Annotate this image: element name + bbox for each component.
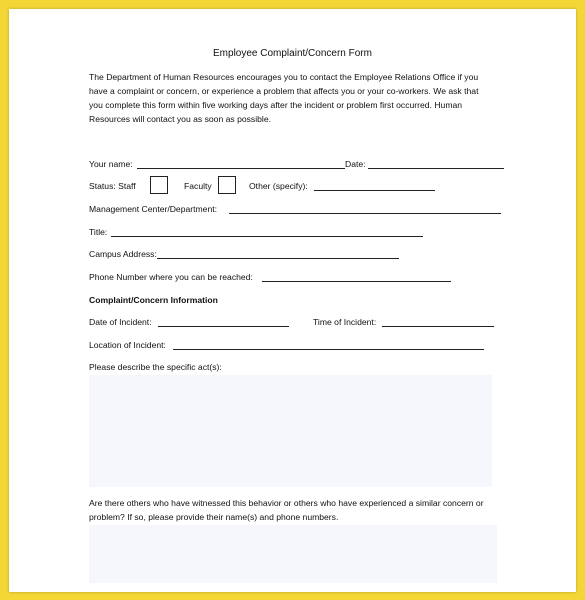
intro-line: have a complaint or concern, or experience a problem that affects you or your co-workers. We ask that [89, 86, 479, 96]
describe-acts-label: Please describe the specific act(s): [89, 362, 222, 372]
witness-question-line: problem? If so, please provide their name(s) and phone numbers. [89, 512, 339, 522]
intro-line: The Department of Human Resources encourages you to contact the Employee Relations Office if you [89, 72, 479, 82]
phone-label: Phone Number where you can be reached: [89, 272, 253, 282]
complaint-section-heading: Complaint/Concern Information [89, 295, 218, 305]
location-of-incident-field[interactable] [173, 349, 484, 350]
management-center-field[interactable] [229, 213, 501, 214]
date-of-incident-label: Date of Incident: [89, 317, 152, 327]
date-label: Date: [345, 159, 366, 169]
faculty-checkbox[interactable] [218, 176, 236, 194]
intro-paragraph [89, 70, 509, 126]
management-center-label: Management Center/Department: [89, 204, 218, 214]
campus-address-label: Campus Address: [89, 249, 157, 259]
other-specify-field[interactable] [314, 190, 435, 191]
your-name-field[interactable] [137, 168, 345, 169]
phone-field[interactable] [262, 281, 451, 282]
witness-names-textarea[interactable] [89, 525, 497, 583]
faculty-label: Faculty [184, 181, 212, 191]
form-title: Employee Complaint/Concern Form [213, 48, 372, 59]
location-of-incident-label: Location of Incident: [89, 340, 166, 350]
intro-line: Resources will contact you as soon as possible. [89, 114, 271, 124]
witness-question-line: Are there others who have witnessed this behavior or others who have experienced a similar concern or [89, 498, 484, 508]
describe-acts-textarea[interactable] [89, 375, 492, 487]
your-name-label: Your name: [89, 159, 133, 169]
time-of-incident-label: Time of Incident: [313, 317, 377, 327]
campus-address-field[interactable] [157, 258, 399, 259]
intro-line: you complete this form within five working days after the incident or problem first occurred. Human [89, 100, 463, 110]
status-staff-label: Status: Staff [89, 181, 136, 191]
title-label: Title: [89, 227, 108, 237]
date-field[interactable] [368, 168, 504, 169]
time-of-incident-field[interactable] [382, 326, 494, 327]
staff-checkbox[interactable] [150, 176, 168, 194]
other-specify-label: Other (specify): [249, 181, 308, 191]
title-field[interactable] [111, 236, 423, 237]
date-of-incident-field[interactable] [158, 326, 289, 327]
